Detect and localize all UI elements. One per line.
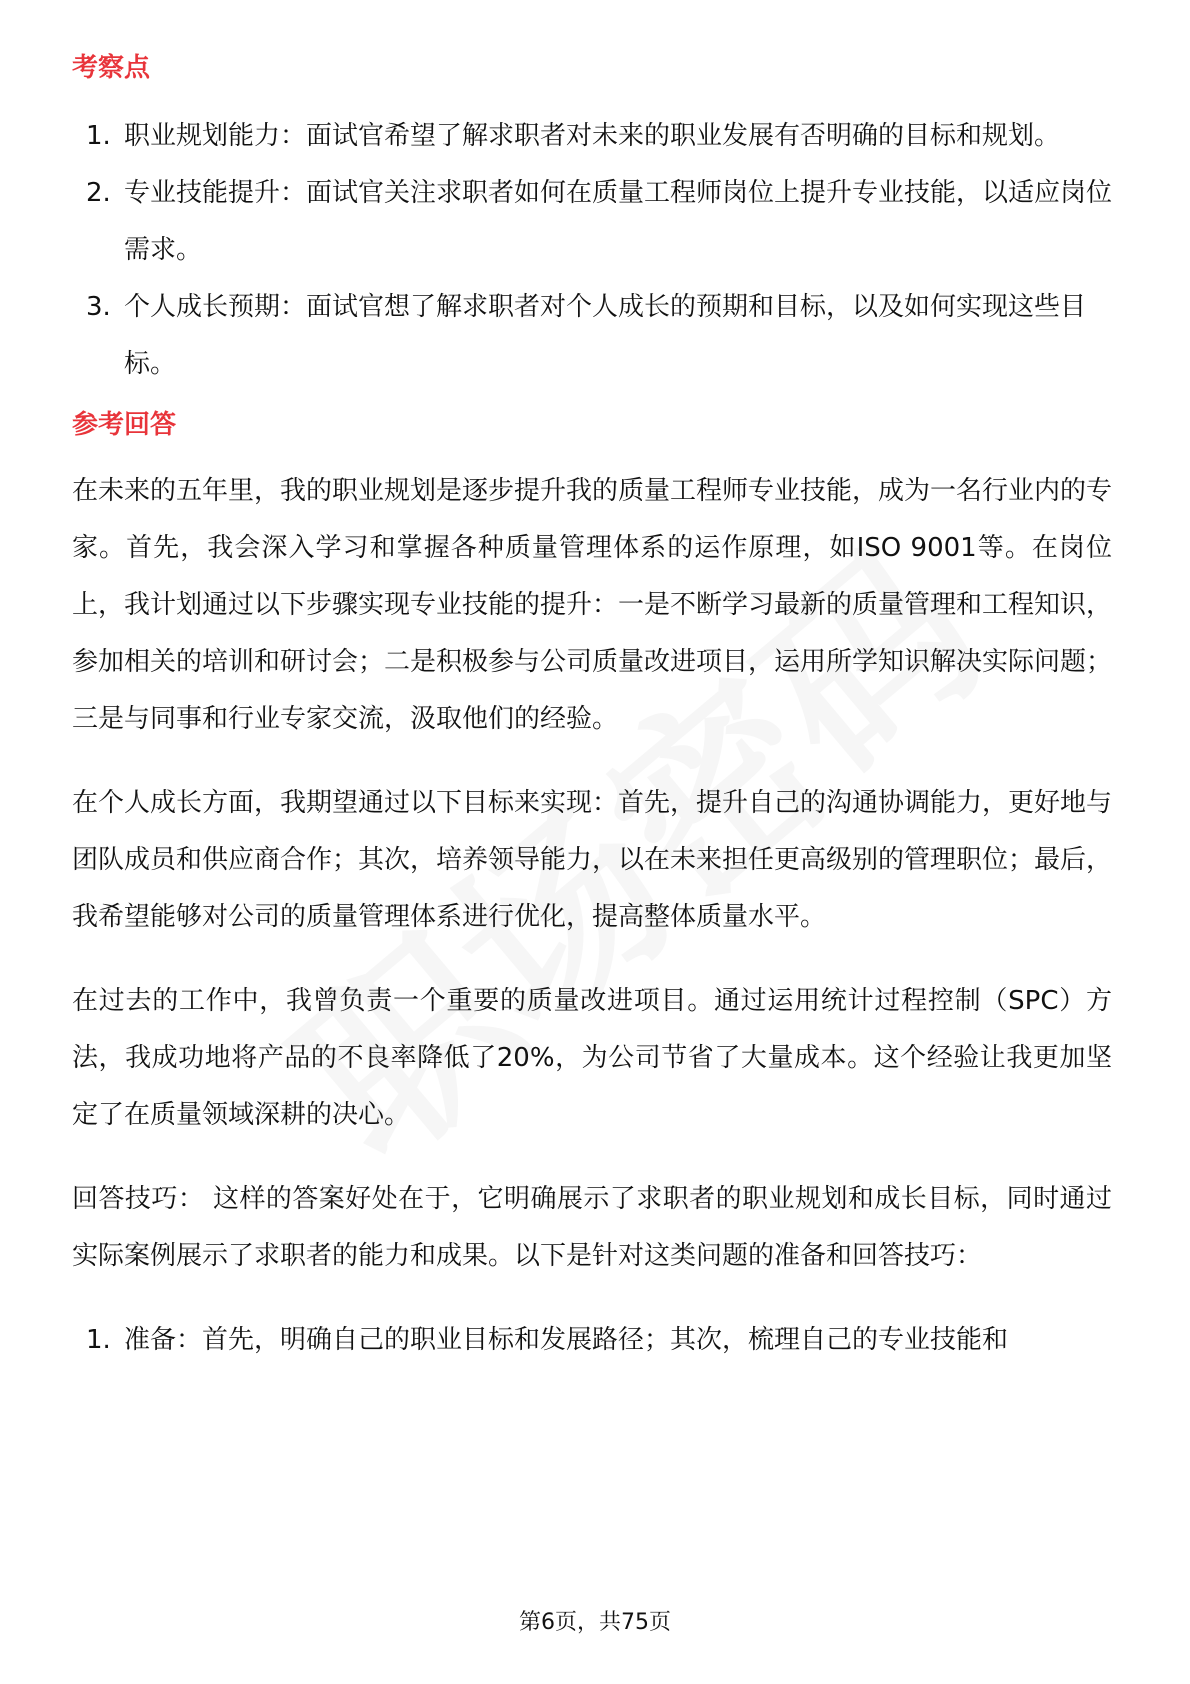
list-item <box>72 279 1112 393</box>
answer-tips-paragraph: 回答技巧： 这样的答案好处在于，它明确展示了求职者的职业规划和成长目标，同时通过实际案例展示了求职者的能力和成果。以下是针对这类问题的准备和回答技巧： <box>72 1184 1112 1271</box>
list-item-text: 个人成长预期：面试官想了解求职者对个人成长的预期和目标，以及如何实现这些目标。 <box>124 292 1087 379</box>
list-item-text: 职业规划能力：面试官希望了解求职者对未来的职业发展有否明确的目标和规划。 <box>124 121 1061 151</box>
tips-list <box>72 1312 1112 1369</box>
answer-paragraph-1: 在未来的五年里，我的职业规划是逐步提升我的质量工程师专业技能，成为一名行业内的专家。首先，我会深入学习和掌握各种质量管理体系的运作原理，如ISO 9001等。在岗位上，我计划通过以下步骤实现专业技能的提升：一是不断学习最新的质量管理和工程知识，参加相关的培训和研讨会；二是积极参与公司质量改进项目，运用所学知识解决实际问题；三是与同事和行业专家交流，汲取他们的经验。 <box>72 476 1113 734</box>
document-body <box>72 48 1112 1369</box>
section-title-answer: 参考回答 <box>72 410 177 440</box>
answer-paragraph-2: 在个人成长方面，我期望通过以下目标来实现：首先，提升自己的沟通协调能力，更好地与团队成员和供应商合作；其次，培养领导能力，以在未来担任更高级别的管理职位；最后，我希望能够对公司的质量管理体系进行优化，提高整体质量水平。 <box>72 788 1113 932</box>
list-item-text: 专业技能提升：面试官关注求职者如何在质量工程师岗位上提升专业技能，以适应岗位需求。 <box>124 178 1113 265</box>
list-item <box>72 108 1112 165</box>
list-item-number: 3. <box>86 292 111 322</box>
list-item <box>72 1312 1112 1369</box>
answer-paragraph-3: 在过去的工作中，我曾负责一个重要的质量改进项目。通过运用统计过程控制（SPC）方法，我成功地将产品的不良率降低了20%，为公司节省了大量成本。这个经验让我更加坚定了在质量领域深耕的决心。 <box>72 986 1112 1130</box>
focus-list <box>72 108 1112 393</box>
list-item-number: 1. <box>86 121 111 151</box>
list-item-number: 1. <box>86 1325 111 1355</box>
list-item-text: 准备：首先，明确自己的职业目标和发展路径；其次，梳理自己的专业技能和 <box>124 1325 1009 1355</box>
page-number: 第6页，共75页 <box>519 1610 671 1635</box>
list-item-number: 2. <box>86 178 111 208</box>
section-title-focus: 考察点 <box>72 53 151 83</box>
list-item <box>72 165 1112 279</box>
